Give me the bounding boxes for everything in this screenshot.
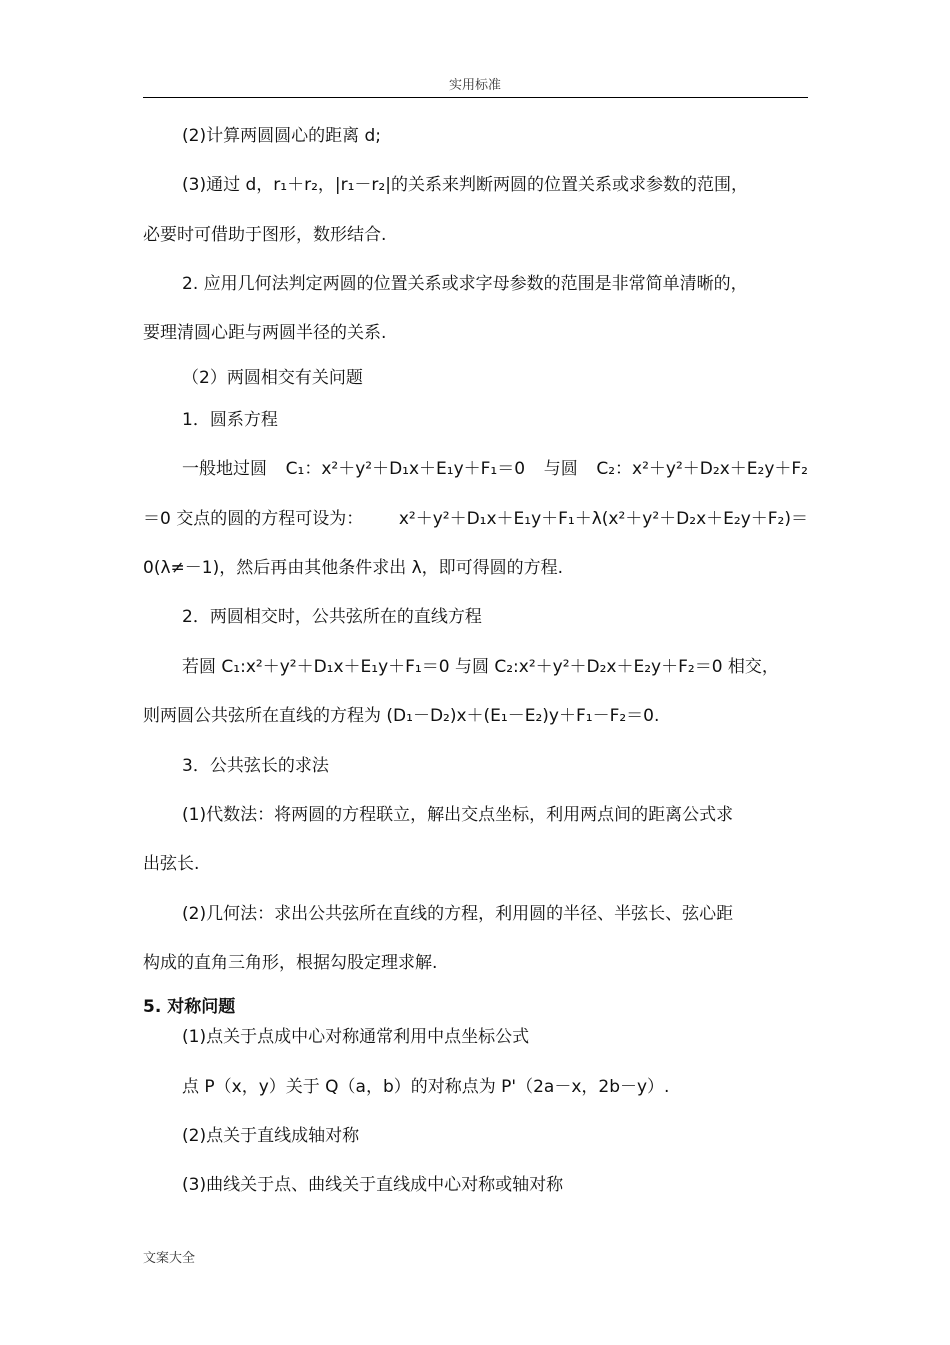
text-line: 若圆 C₁:x²＋y²＋D₁x＋E₁y＋F₁＝0 与圆 C₂:x²＋y²＋D₂x＋E₂y＋F₂＝0 相交，: [182, 657, 779, 677]
subsection-heading: 3．公共弦长的求法: [182, 756, 329, 776]
text-line: 要理清圆心距与两圆半径的关系.: [143, 323, 387, 343]
text-line: (2)点关于直线成轴对称: [182, 1126, 360, 1146]
text-line: (1)代数法：将两圆的方程联立，解出交点坐标，利用两点间的距离公式求: [182, 805, 734, 825]
text-line: (3)通过 d，r₁＋r₂，|r₁－r₂|的关系来判断两圆的位置关系或求参数的范围，: [182, 175, 748, 195]
page-footer: 文案大全: [143, 1251, 196, 1266]
text-line: 0(λ≠－1)，然后再由其他条件求出 λ，即可得圆的方程.: [143, 558, 564, 578]
justified-line: [143, 508, 808, 530]
section-heading: （2）两圆相交有关问题: [182, 368, 363, 388]
text-line: (2)计算两圆圆心的距离 d;: [182, 126, 382, 146]
page-header: 实用标准: [448, 78, 501, 93]
formula-segment: C₁：x²＋y²＋D₁x＋E₁y＋F₁＝0: [285, 459, 526, 479]
header-rule: [143, 97, 808, 98]
text-line: (3)曲线关于点、曲线关于直线成中心对称或轴对称: [182, 1175, 564, 1195]
text-line: 点 P（x，y）关于 Q（a，b）的对称点为 P'（2a－x，2b－y）.: [182, 1077, 670, 1097]
text-line: (1)点关于点成中心对称通常利用中点坐标公式: [182, 1027, 530, 1047]
text-line: (2)几何法：求出公共弦所在直线的方程，利用圆的半径、半弦长、弦心距: [182, 904, 734, 924]
section-heading: 5. 对称问题: [143, 997, 236, 1017]
text-segment: ＝0 交点的圆的方程可设为：: [143, 509, 364, 529]
formula-segment: x²＋y²＋D₁x＋E₁y＋F₁＋λ(x²＋y²＋D₂x＋E₂y＋F₂)＝: [398, 509, 808, 529]
text-line: 则两圆公共弦所在直线的方程为 (D₁－D₂)x＋(E₁－E₂)y＋F₁－F₂＝0.: [143, 706, 660, 726]
formula-segment: C₂：x²＋y²＋D₂x＋E₂y＋F₂: [596, 459, 808, 479]
text-line: 出弦长.: [143, 854, 200, 874]
text-line: 2. 应用几何法判定两圆的位置关系或求字母参数的范围是非常简单清晰的，: [182, 274, 748, 294]
text-segment: 与圆: [543, 459, 578, 479]
subsection-heading: 2．两圆相交时，公共弦所在的直线方程: [182, 607, 482, 627]
subsection-heading: 1．圆系方程: [182, 410, 278, 430]
text-line: 必要时可借助于图形，数形结合.: [143, 225, 387, 245]
text-segment: 一般地过圆: [182, 459, 267, 479]
justified-line: [182, 458, 808, 480]
text-line: 构成的直角三角形，根据勾股定理求解.: [143, 953, 438, 973]
